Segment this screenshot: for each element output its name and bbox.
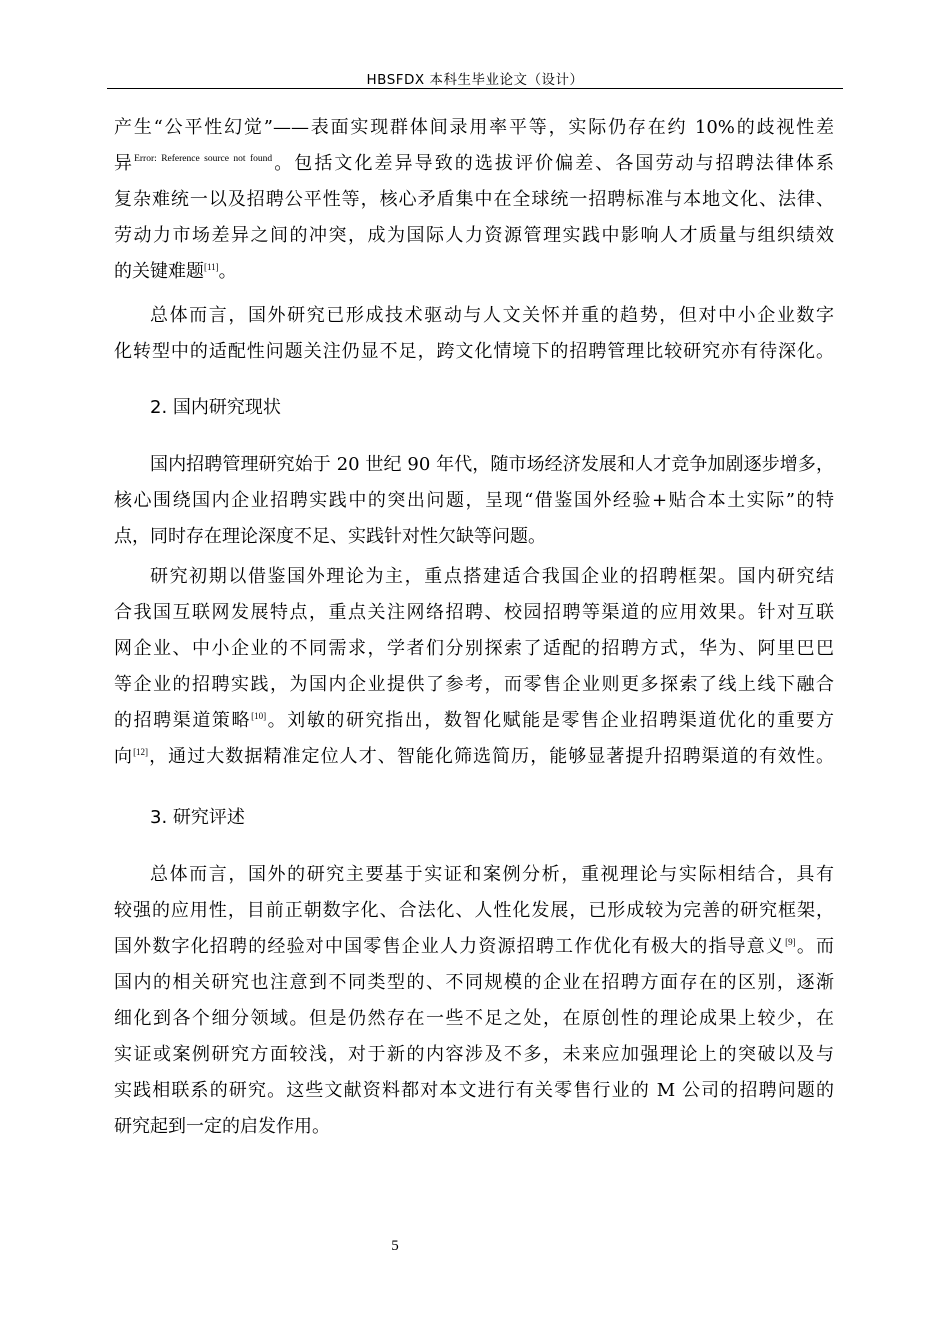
paragraph-line: 总体而言，国外研究已形成技术驱动与人文关怀并重的趋势，但对中小企业数字 — [150, 305, 834, 326]
paragraph-line — [114, 929, 834, 965]
text-span: 。而 — [795, 936, 835, 957]
paragraph-line — [114, 703, 834, 739]
paragraph-line: 总体而言，国外的研究主要基于实证和案例分析，重视理论与实际相结合，具有 — [150, 864, 834, 885]
paragraph-line: 国内招聘管理研究始于 20 世纪 90 年代，随市场经济发展和人才竞争加剧逐步增多， — [150, 454, 834, 475]
paragraph-line: 等企业的招聘实践，为国内企业提供了参考，而零售企业则更多探索了线上线下融合 — [114, 674, 834, 695]
paragraph-line: 实证或案例研究方面较浅，对于新的内容涉及不多，未来应加强理论上的突破以及与 — [114, 1044, 834, 1065]
citation: [11] — [204, 262, 219, 272]
text-span: 。刘敏的研究指出，数智化赋能是零售企业招聘渠道优化的重要方 — [266, 710, 835, 731]
paragraph-line: 实践相联系的研究。这些文献资料都对本文进行有关零售行业的 M 公司的招聘问题的 — [114, 1080, 834, 1101]
page-header: HBSFDX 本科生毕业论文（设计） — [366, 72, 584, 88]
text-span: 向 — [114, 746, 134, 767]
paragraph-line: 劳动力市场差异之间的冲突，成为国际人力资源管理实践中影响人才质量与组织绩效 — [114, 225, 834, 246]
paragraph-line: 核心围绕国内企业招聘实践中的突出问题，呈现“借鉴国外经验+贴合本土实际”的特 — [114, 490, 834, 511]
reference-error: Error: Reference source not found — [134, 154, 273, 164]
text-span: ，通过大数据精准定位人才、智能化筛选简历，能够显著提升招聘渠道的有效性。 — [148, 746, 835, 767]
header-rule — [107, 88, 843, 89]
text-span: 。 — [218, 261, 237, 282]
paragraph-line: 合我国互联网发展特点，重点关注网络招聘、校园招聘等渠道的应用效果。针对互联 — [114, 602, 834, 623]
paragraph-line: 复杂难统一以及招聘公平性等，核心矛盾集中在全球统一招聘标准与本地文化、法律、 — [114, 189, 834, 210]
citation: [9] — [785, 937, 796, 947]
paragraph-line: 细化到各个细分领域。但是仍然存在一些不足之处，在原创性的理论成果上较少，在 — [114, 1008, 834, 1029]
paragraph-line: 网企业、中小企业的不同需求，学者们分别探索了适配的招聘方式，华为、阿里巴巴 — [114, 638, 834, 659]
page-number: 5 — [391, 1238, 399, 1254]
paragraph-line: 较强的应用性，目前正朝数字化、合法化、人性化发展，已形成较为完善的研究框架， — [114, 900, 834, 921]
text-span: 异 — [114, 153, 135, 174]
paragraph-line: 点，同时存在理论深度不足、实践针对性欠缺等问题。 — [114, 526, 546, 547]
paragraph-line: 国内的相关研究也注意到不同类型的、不同规模的企业在招聘方面存在的区别，逐渐 — [114, 972, 834, 993]
text-span: 的招聘渠道策略 — [114, 710, 252, 731]
section-heading: 3. 研究评述 — [150, 807, 245, 828]
text-span: 国外数字化招聘的经验对中国零售企业人力资源招聘工作优化有极大的指导意义 — [114, 936, 786, 957]
paragraph-line — [114, 254, 834, 290]
section-heading: 2. 国内研究现状 — [150, 397, 281, 418]
paragraph-line: 研究初期以借鉴国外理论为主，重点搭建适合我国企业的招聘框架。国内研究结 — [150, 566, 834, 587]
paragraph-line: 产生“公平性幻觉”——表面实现群体间录用率平等，实际仍存在约 10%的歧视性差 — [114, 117, 834, 138]
paragraph-line: 化转型中的适配性问题关注仍显不足，跨文化情境下的招聘管理比较研究亦有待深化。 — [114, 341, 834, 362]
citation: [10] — [251, 711, 267, 721]
paragraph-line: 研究起到一定的启发作用。 — [114, 1116, 330, 1137]
paragraph-line — [114, 739, 834, 775]
paragraph-line — [114, 146, 834, 182]
text-span: 的关键难题 — [114, 261, 204, 282]
text-span: 。包括文化差异导致的选拔评价偏差、各国劳动与招聘法律体系 — [272, 153, 835, 174]
citation: [12] — [133, 747, 149, 757]
